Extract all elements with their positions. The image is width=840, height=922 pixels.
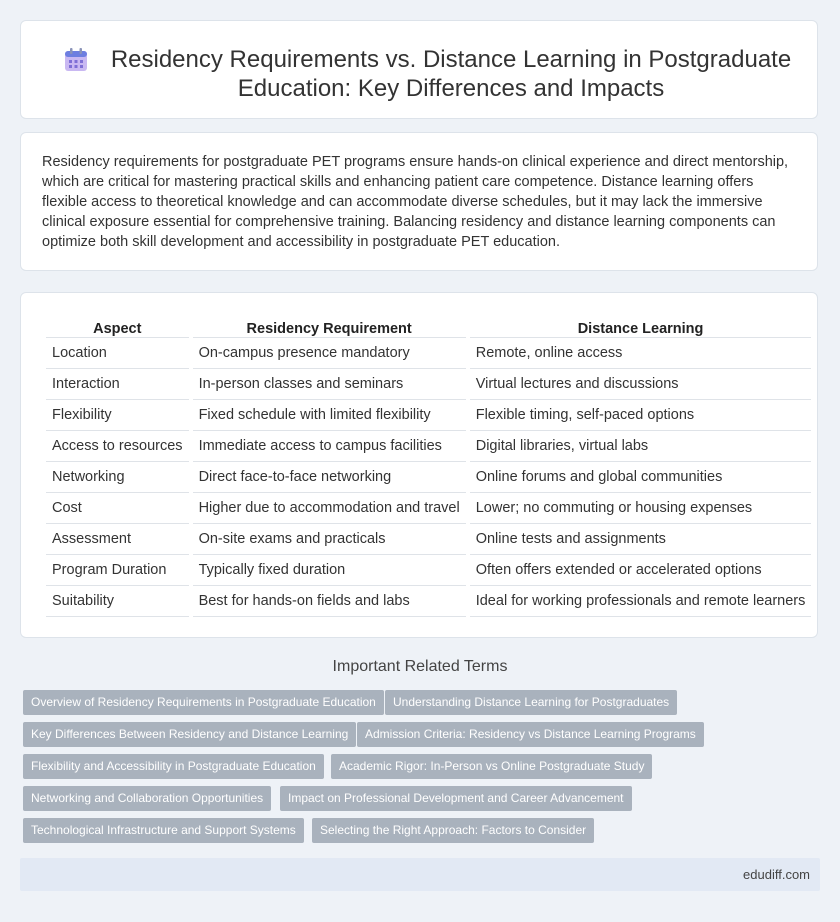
related-term-tag[interactable]: Selecting the Right Approach: Factors to Consider: [312, 818, 594, 843]
cell-aspect: Networking: [46, 462, 189, 493]
cell-residency: Fixed schedule with limited flexibility: [193, 400, 466, 431]
footer-site-link[interactable]: edudiff.com: [743, 867, 810, 882]
table-row: [46, 400, 811, 431]
cell-aspect: Access to resources: [46, 431, 189, 462]
cell-aspect: Cost: [46, 493, 189, 524]
header-distance: Distance Learning: [470, 313, 812, 338]
comparison-table: [42, 313, 815, 617]
related-term-tag[interactable]: Technological Infrastructure and Support Systems: [23, 818, 304, 843]
intro-card: [20, 132, 818, 271]
cell-residency: Direct face-to-face networking: [193, 462, 466, 493]
related-term-tag[interactable]: Key Differences Between Residency and Distance Learning: [23, 722, 356, 747]
page-title: Residency Requirements vs. Distance Learning in Postgraduate Education: Key Differences and Impacts: [110, 46, 792, 102]
cell-aspect: Program Duration: [46, 555, 189, 586]
cell-distance: Online forums and global communities: [470, 462, 812, 493]
related-term-tag[interactable]: Networking and Collaboration Opportunities: [23, 786, 271, 811]
table-row: [46, 524, 811, 555]
table-row: [46, 431, 811, 462]
cell-distance: Lower; no commuting or housing expenses: [470, 493, 812, 524]
cell-residency: On-campus presence mandatory: [193, 338, 466, 369]
calendar-icon: [63, 47, 89, 73]
cell-residency: On-site exams and practicals: [193, 524, 466, 555]
cell-aspect: Suitability: [46, 586, 189, 617]
related-term-tag[interactable]: Flexibility and Accessibility in Postgraduate Education: [23, 754, 324, 779]
cell-distance: Remote, online access: [470, 338, 812, 369]
cell-aspect: Interaction: [46, 369, 189, 400]
cell-residency: Typically fixed duration: [193, 555, 466, 586]
cell-distance: Often offers extended or accelerated options: [470, 555, 812, 586]
cell-residency: Immediate access to campus facilities: [193, 431, 466, 462]
cell-residency: In-person classes and seminars: [193, 369, 466, 400]
related-term-tag[interactable]: Academic Rigor: In-Person vs Online Postgraduate Study: [331, 754, 652, 779]
header-residency: Residency Requirement: [193, 313, 466, 338]
title-card: [20, 20, 818, 119]
cell-aspect: Assessment: [46, 524, 189, 555]
table-row: [46, 555, 811, 586]
cell-distance: Flexible timing, self-paced options: [470, 400, 812, 431]
related-term-tag[interactable]: Impact on Professional Development and Career Advancement: [280, 786, 632, 811]
related-term-tag[interactable]: Understanding Distance Learning for Postgraduates: [385, 690, 677, 715]
cell-aspect: Location: [46, 338, 189, 369]
cell-distance: Online tests and assignments: [470, 524, 812, 555]
related-term-tag[interactable]: Admission Criteria: Residency vs Distance Learning Programs: [357, 722, 704, 747]
cell-residency: Higher due to accommodation and travel: [193, 493, 466, 524]
cell-distance: Virtual lectures and discussions: [470, 369, 812, 400]
table-row: [46, 586, 811, 617]
table-row: [46, 338, 811, 369]
footer: [20, 858, 820, 891]
cell-distance: Ideal for working professionals and remote learners: [470, 586, 812, 617]
header-aspect: Aspect: [46, 313, 189, 338]
cell-aspect: Flexibility: [46, 400, 189, 431]
cell-residency: Best for hands-on fields and labs: [193, 586, 466, 617]
intro-paragraph: Residency requirements for postgraduate PET programs ensure hands-on clinical experience and direct mentorship, which are critical for mastering practical skills and enhancing patient care competence. Distance learning offers flexible access to theoretical knowledge and can accommodate diverse schedules, but it may lack the immersive clinical exposure essential for comprehensive training. Balancing residency and distance learning components can optimize both skill development and accessibility in postgraduate PET education.: [42, 154, 789, 250]
related-terms-heading: Important Related Terms: [332, 658, 508, 675]
comparison-card: [20, 292, 818, 638]
table-header-row: [46, 313, 811, 338]
table-row: [46, 369, 811, 400]
cell-distance: Digital libraries, virtual labs: [470, 431, 812, 462]
table-row: [46, 462, 811, 493]
table-row: [46, 493, 811, 524]
related-term-tag[interactable]: Overview of Residency Requirements in Postgraduate Education: [23, 690, 384, 715]
